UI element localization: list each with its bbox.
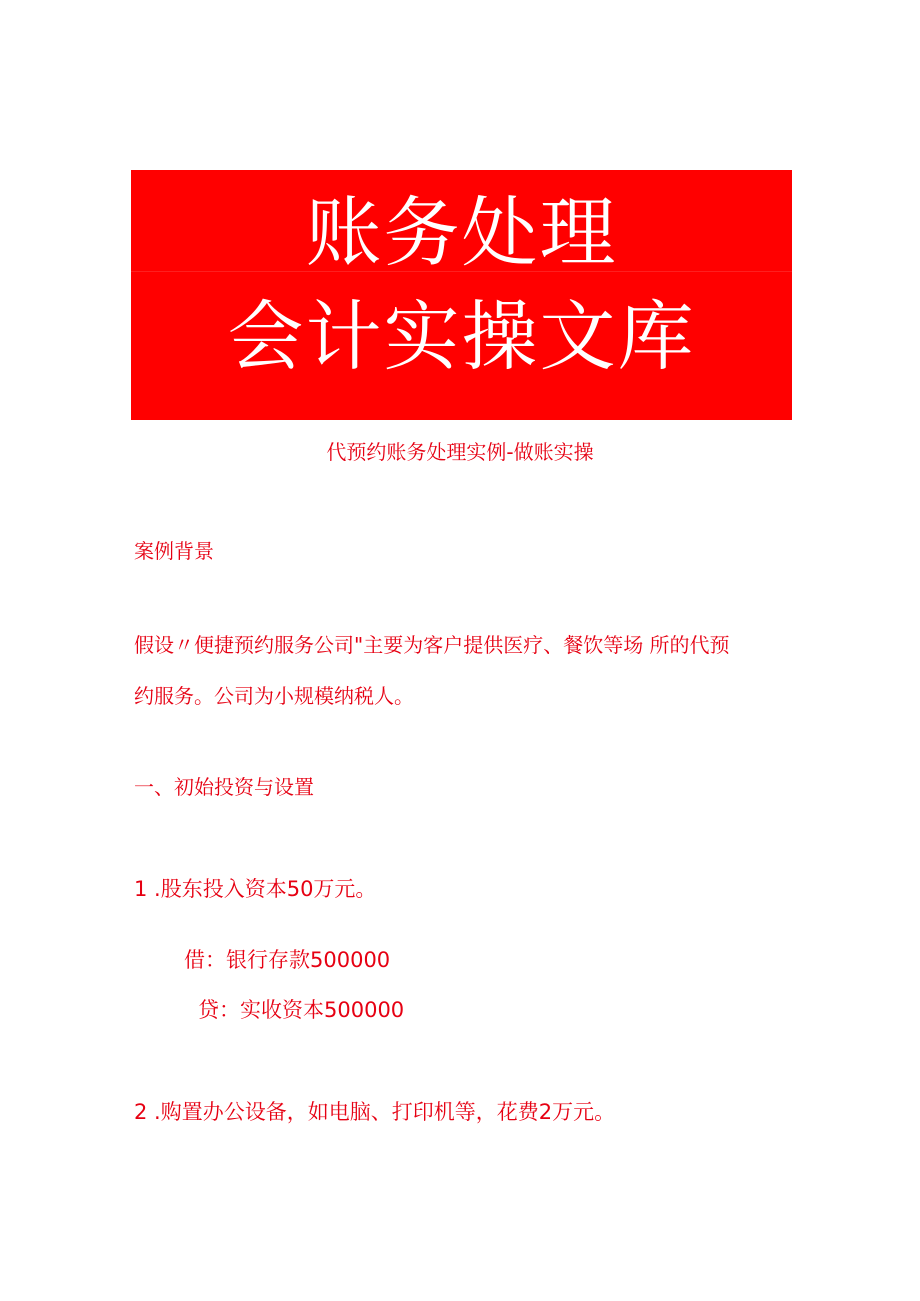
journal-entry-debit: 借：银行存款500000	[184, 948, 391, 972]
document-subtitle: 代预约账务处理实例-做账实操	[326, 440, 594, 464]
paragraph-line-2: 约服务。公司为小规模纳税人。	[134, 684, 414, 708]
title-banner	[131, 170, 792, 420]
heading-initial-investment: 一、初始投资与设置	[134, 775, 314, 799]
banner-divider	[131, 271, 792, 272]
banner-title-line-1: 账务处理	[305, 188, 618, 277]
paragraph-line-1: 假设〃便捷预约服务公司"主要为客户提供医疗、餐饮等场 所的代预	[134, 633, 730, 657]
banner-title-line-2: 会计实操文库	[227, 292, 696, 381]
journal-entry-credit: 贷：实收资本500000	[198, 998, 405, 1022]
step-1-text: 1 .股东投入资本50万元。	[134, 877, 377, 901]
section-label-background: 案例背景	[134, 539, 214, 563]
step-2-text: 2 .购置办公设备，如电脑、打印机等，花费2万元。	[134, 1100, 616, 1124]
